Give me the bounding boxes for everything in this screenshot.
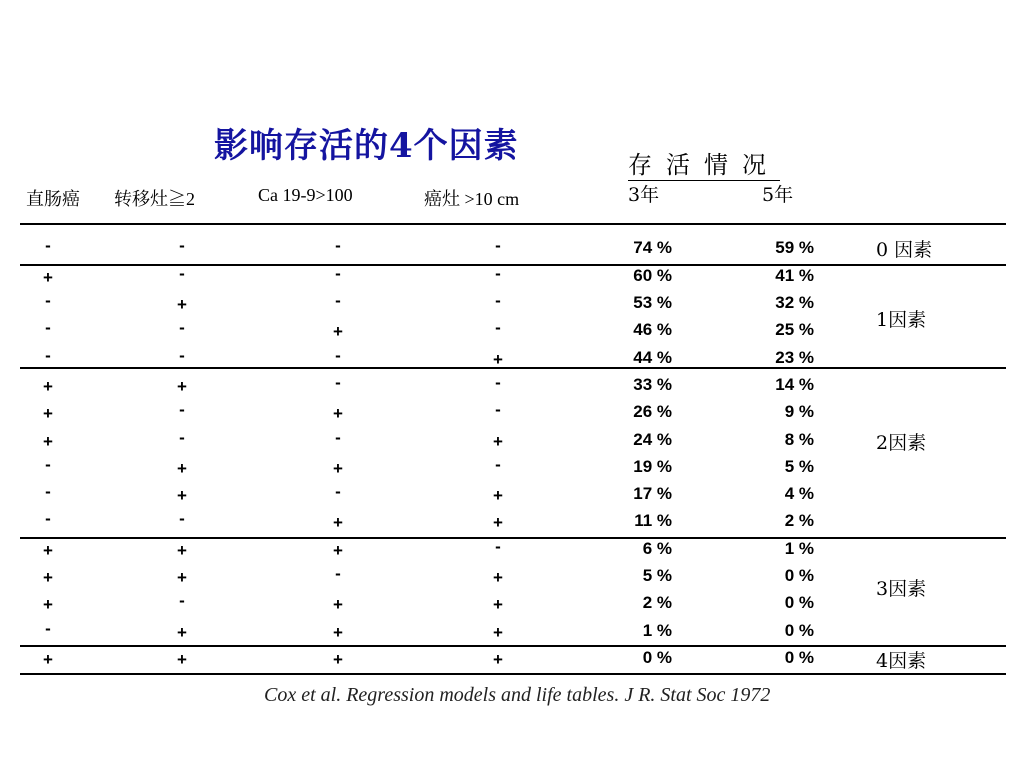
survival-5yr: 5 % [784,457,814,476]
factor-sign: + [43,404,53,423]
factor-sign: - [335,291,341,310]
factor-sign: - [45,509,51,528]
group-label-0: 0 因素 [876,239,933,261]
factor-sign: - [335,564,341,583]
survival-5yr: 14 % [775,375,814,394]
survival-3yr: 2 % [642,593,672,612]
factor-sign: + [43,268,53,287]
factor-sign: - [45,482,51,501]
group-label-2: 2因素 [876,432,927,454]
survival-5yr: 0 % [784,566,814,585]
factor-sign: + [177,377,187,396]
factor-sign: + [333,322,343,341]
factor-sign: - [45,619,51,638]
column-header-tumor-size: 癌灶 >10 cm [424,189,520,209]
survival-5yr: 41 % [775,266,814,285]
five-year-header: 5年 [762,184,794,206]
factor-sign: + [333,541,343,560]
column-header-metastasis: 转移灶≧2 [114,189,195,209]
survival-5yr: 0 % [784,648,814,667]
survival-5yr: 1 % [784,539,814,558]
factor-sign: - [179,428,185,447]
page-title: 影响存活的4个因素 [214,126,519,166]
factor-sign: + [333,404,343,423]
table-top-rule [20,223,1006,225]
factor-sign: + [43,568,53,587]
survival-3yr: 44 % [633,348,672,367]
factor-sign: - [495,400,501,419]
factor-sign: - [45,236,51,255]
factor-sign: + [177,295,187,314]
factor-sign: - [495,291,501,310]
survival-3yr: 11 % [634,511,672,530]
citation: Cox et al. Regression models and life tables. J R. Stat Soc 1972 [264,684,771,706]
survival-header: 存活情况 [628,151,780,179]
survival-5yr: 8 % [784,430,814,449]
factor-sign: + [493,568,503,587]
factor-sign: - [495,236,501,255]
factor-sign: - [179,264,185,283]
survival-3yr: 0 % [642,648,672,667]
group-label-1: 1因素 [876,309,927,331]
factor-sign: - [495,537,501,556]
factor-sign: - [179,509,185,528]
factor-sign: + [43,541,53,560]
survival-5yr: 4 % [784,484,814,503]
survival-3yr: 74 % [633,238,672,257]
factor-sign: - [45,346,51,365]
factor-sign: + [333,513,343,532]
factor-sign: - [495,455,501,474]
factor-sign: + [43,650,53,669]
factor-sign: - [179,318,185,337]
factor-sign: - [45,318,51,337]
factor-sign: + [177,459,187,478]
factor-sign: - [335,264,341,283]
factor-sign: + [493,432,503,451]
survival-5yr: 25 % [775,320,814,339]
survival-5yr: 23 % [775,348,814,367]
factor-sign: + [177,623,187,642]
factor-sign: + [177,486,187,505]
factor-sign: - [179,591,185,610]
factor-sign: + [333,623,343,642]
factor-sign: + [493,623,503,642]
survival-5yr: 59 % [775,238,814,257]
group-label-4: 4因素 [876,650,927,672]
group-divider [20,264,1006,266]
factor-sign: + [333,595,343,614]
factor-sign: - [335,346,341,365]
survival-5yr: 0 % [784,593,814,612]
survival-5yr: 32 % [775,293,814,312]
group-divider [20,645,1006,647]
factor-sign: + [43,432,53,451]
survival-3yr: 26 % [633,402,672,421]
factor-sign: - [495,373,501,392]
survival-5yr: 2 % [784,511,814,530]
factor-sign: - [179,400,185,419]
factor-sign: - [45,455,51,474]
factor-sign: + [493,650,503,669]
group-divider [20,537,1006,539]
three-year-header: 3年 [628,184,660,206]
factor-sign: + [177,650,187,669]
factor-sign: - [179,346,185,365]
column-header-ca199: Ca 19-9>100 [258,185,353,205]
factor-sign: - [335,428,341,447]
factor-sign: - [335,373,341,392]
factor-sign: - [495,264,501,283]
factor-sign: + [333,459,343,478]
survival-3yr: 17 % [633,484,672,503]
factor-sign: + [43,595,53,614]
factor-sign: + [177,541,187,560]
survival-3yr: 24 % [633,430,672,449]
survival-3yr: 33 % [633,375,672,394]
survival-5yr: 0 % [784,621,814,640]
factor-sign: - [45,291,51,310]
factor-sign: + [177,568,187,587]
survival-3yr: 19 % [633,457,672,476]
factor-sign: + [493,513,503,532]
group-divider [20,367,1006,369]
factor-sign: - [495,318,501,337]
factor-sign: - [335,236,341,255]
survival-3yr: 1 % [642,621,672,640]
survival-3yr: 5 % [642,566,672,585]
factor-sign: + [493,595,503,614]
column-header-rectal: 直肠癌 [26,189,80,209]
factor-sign: + [333,650,343,669]
survival-5yr: 9 % [784,402,814,421]
factor-sign: + [493,350,503,369]
factor-sign: - [335,482,341,501]
factor-sign: + [493,486,503,505]
survival-3yr: 46 % [633,320,672,339]
factor-sign: - [179,236,185,255]
survival-3yr: 60 % [633,266,672,285]
group-label-3: 3因素 [876,578,927,600]
survival-3yr: 53 % [633,293,672,312]
survival-3yr: 6 % [642,539,672,558]
table-bottom-rule [20,673,1006,675]
factor-sign: + [43,377,53,396]
